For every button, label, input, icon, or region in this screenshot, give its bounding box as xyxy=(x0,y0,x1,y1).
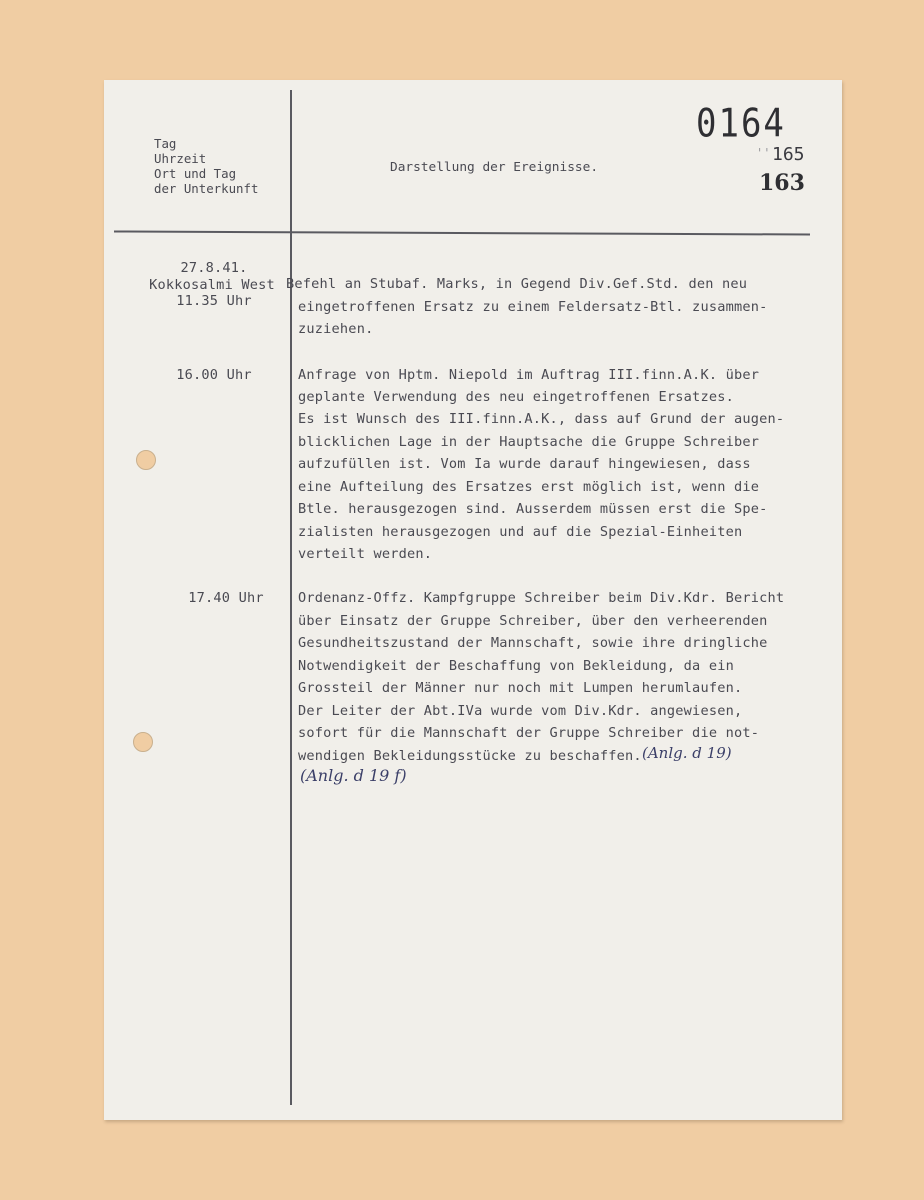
entry-text-line: Grossteil der Männer nur noch mit Lumpen herumlaufen. xyxy=(298,680,743,696)
entry-text-line: geplante Verwendung des neu eingetroffenen Ersatzes. xyxy=(298,389,734,405)
entry-text-line: verteilt werden. xyxy=(298,546,433,562)
page-number-stamped: 163 xyxy=(759,170,805,196)
handwritten-annex-note: (Anlg. d 19) xyxy=(642,744,732,762)
archive-stamp-number: 0164 xyxy=(696,101,786,147)
entry-time-place: Kokkosalmi West xyxy=(149,277,275,293)
entry-time-clock: 17.40 Uhr xyxy=(188,590,264,606)
document-page xyxy=(104,80,842,1120)
entry-text-line: Anfrage von Hptm. Niepold im Auftrag III.finn.A.K. über xyxy=(298,367,760,383)
entry-text-line: Ordenanz-Offz. Kampfgruppe Schreiber beim Div.Kdr. Bericht xyxy=(298,590,785,606)
entry-text-line: eine Aufteilung des Ersatzes erst möglich ist, wenn die xyxy=(298,479,760,495)
entry-text-line: zuziehen. xyxy=(298,321,374,337)
header-title: Darstellung der Ereignisse. xyxy=(390,160,599,175)
entry-text-line: sofort für die Mannschaft der Gruppe Schreiber die not- xyxy=(298,725,760,741)
entry-time-clock: 11.35 Uhr xyxy=(176,293,252,309)
entry-text-line: Der Leiter der Abt.IVa wurde vom Div.Kdr. angewiesen, xyxy=(298,703,743,719)
punch-hole-bottom xyxy=(133,732,153,752)
entry-text-line: Gesundheitszustand der Mannschaft, sowie ihre dringliche xyxy=(298,635,768,651)
tick-mark: '' xyxy=(756,146,771,160)
label-unterkunft: der Unterkunft xyxy=(154,181,259,196)
entry-time-date: 27.8.41. xyxy=(180,260,248,276)
entry-text-line: Es ist Wunsch des III.finn.A.K., dass auf Grund der augen- xyxy=(298,411,785,427)
entry-text-line: Befehl an Stubaf. Marks, in Gegend Div.Gef.Std. den neu xyxy=(286,276,748,292)
entry-text-line: über Einsatz der Gruppe Schreiber, über den verheerenden xyxy=(298,613,768,629)
punch-hole-top xyxy=(136,450,156,470)
entry-text-line: aufzufüllen ist. Vom Ia wurde darauf hingewiesen, dass xyxy=(298,456,751,472)
entry-text-line: wendigen Bekleidungsstücke zu beschaffen. xyxy=(298,748,642,764)
entry-time-clock: 16.00 Uhr xyxy=(176,367,252,383)
entry-text-line: Btle. herausgezogen sind. Ausserdem müssen erst die Spe- xyxy=(298,501,768,517)
entry-text-line: zialisten herausgezogen und auf die Spezial-Einheiten xyxy=(298,524,743,540)
label-ort-und-tag: Ort und Tag xyxy=(154,166,237,181)
header-rule xyxy=(114,230,810,235)
page-number-typed: 165 xyxy=(772,144,805,165)
entry-text-line: eingetroffenen Ersatz zu einem Feldersatz-Btl. zusammen- xyxy=(298,299,768,315)
label-uhrzeit: Uhrzeit xyxy=(154,151,207,166)
entry-text-line: blicklichen Lage in der Hauptsache die Gruppe Schreiber xyxy=(298,434,760,450)
label-tag: Tag xyxy=(154,136,177,151)
entry-text-line: Notwendigkeit der Beschaffung von Bekleidung, da ein xyxy=(298,658,734,674)
handwritten-annex-note: (Anlg. d 19 f) xyxy=(300,766,407,785)
